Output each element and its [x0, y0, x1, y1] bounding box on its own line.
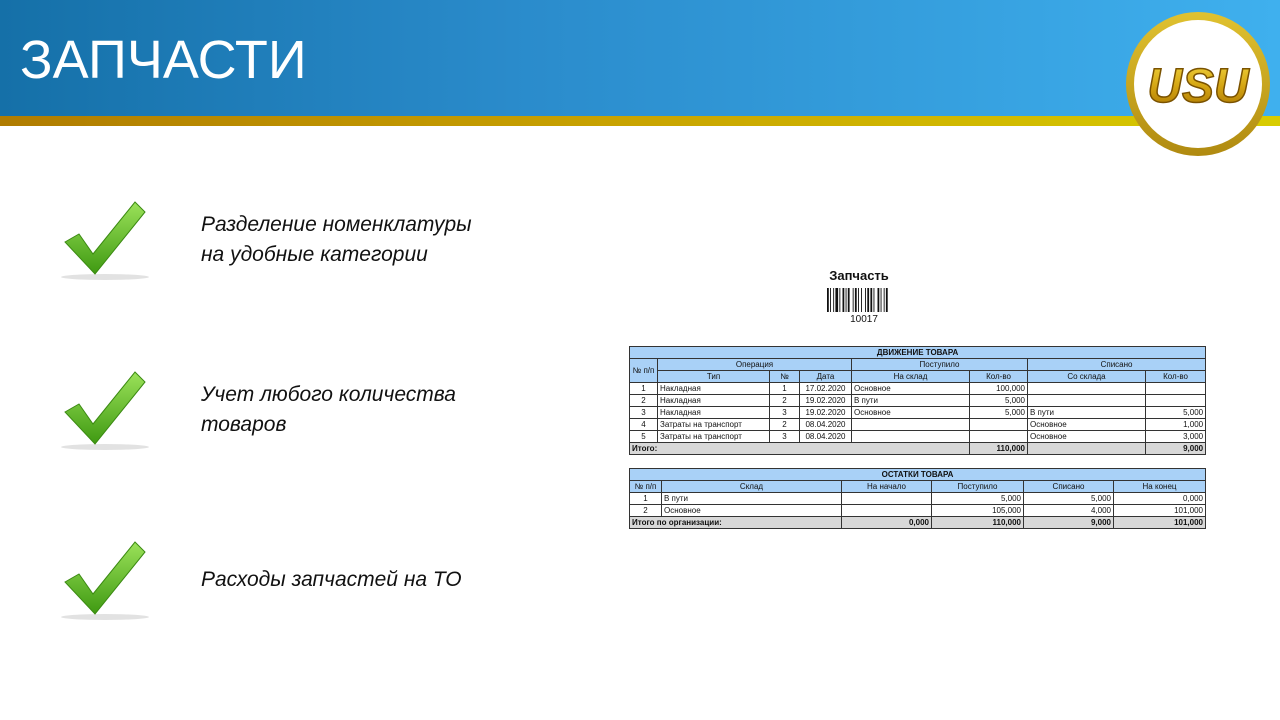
cell-n: 1 — [630, 383, 658, 395]
cell-qty-out: 3,000 — [1146, 431, 1206, 443]
cell-start — [842, 493, 932, 505]
cell-date: 19.02.2020 — [800, 407, 852, 419]
cell-to: Основное — [852, 407, 970, 419]
cell-date: 17.02.2020 — [800, 383, 852, 395]
total-start: 0,000 — [842, 517, 932, 529]
feature-line: Расходы запчастей на ТО — [201, 568, 462, 591]
cell-no: 1 — [770, 383, 800, 395]
total-written-off: 9,000 — [1024, 517, 1114, 529]
feature-line: на удобные категории — [201, 243, 428, 266]
logo-text: USU — [1147, 60, 1249, 113]
col-type: Тип — [658, 371, 770, 383]
cell-to: Основное — [852, 383, 970, 395]
col-warehouse: Склад — [662, 481, 842, 493]
cell-type: Накладная — [658, 395, 770, 407]
feature-line: Разделение номенклатуры — [201, 213, 472, 236]
checkmark-icon — [55, 198, 155, 284]
col-num: № п/п — [630, 481, 662, 493]
total-empty — [1028, 443, 1146, 455]
table-row — [630, 493, 1206, 505]
col-written-off: Списано — [1028, 359, 1206, 371]
cell-from: Основное — [1028, 431, 1146, 443]
table-row — [630, 395, 1206, 407]
cell-received: 5,000 — [932, 493, 1024, 505]
cell-received: 105,000 — [932, 505, 1024, 517]
col-qty-out: Кол-во — [1146, 371, 1206, 383]
cell-no: 2 — [770, 419, 800, 431]
cell-date: 08.04.2020 — [800, 419, 852, 431]
col-to-warehouse: На склад — [852, 371, 970, 383]
col-num: № п/п — [630, 359, 658, 383]
report-title: Запчасть — [829, 268, 889, 283]
cell-to — [852, 419, 970, 431]
col-received: Поступило — [852, 359, 1028, 371]
checkmark-icon — [55, 368, 155, 454]
page-title: ЗАПЧАСТИ — [20, 30, 307, 90]
cell-to — [852, 431, 970, 443]
movement-table — [629, 346, 1206, 455]
stock-total-row — [630, 517, 1206, 529]
total-end: 101,000 — [1114, 517, 1206, 529]
cell-type: Затраты на транспорт — [658, 431, 770, 443]
total-label: Итого: — [630, 443, 970, 455]
cell-to: В пути — [852, 395, 970, 407]
total-qty-in: 110,000 — [970, 443, 1028, 455]
cell-n: 2 — [630, 505, 662, 517]
table-row — [630, 505, 1206, 517]
feature-text — [201, 380, 521, 440]
cell-qty-in: 100,000 — [970, 383, 1028, 395]
table-row — [630, 407, 1206, 419]
cell-no: 2 — [770, 395, 800, 407]
feature-text — [201, 210, 521, 270]
usu-logo-icon — [1124, 10, 1272, 158]
cell-n: 4 — [630, 419, 658, 431]
cell-n: 1 — [630, 493, 662, 505]
feature-text — [201, 565, 521, 595]
cell-type: Затраты на транспорт — [658, 419, 770, 431]
cell-n: 2 — [630, 395, 658, 407]
col-end: На конец — [1114, 481, 1206, 493]
cell-end: 0,000 — [1114, 493, 1206, 505]
cell-qty-out: 1,000 — [1146, 419, 1206, 431]
cell-written-off: 5,000 — [1024, 493, 1114, 505]
col-qty-in: Кол-во — [970, 371, 1028, 383]
table-row — [630, 419, 1206, 431]
cell-qty-out — [1146, 383, 1206, 395]
stock-table — [629, 468, 1206, 529]
cell-warehouse: В пути — [662, 493, 842, 505]
cell-from — [1028, 383, 1146, 395]
col-start: На начало — [842, 481, 932, 493]
checkmark-icon — [55, 538, 155, 624]
cell-qty-in: 5,000 — [970, 395, 1028, 407]
cell-type: Накладная — [658, 407, 770, 419]
cell-qty-out: 5,000 — [1146, 407, 1206, 419]
stock-caption: ОСТАТКИ ТОВАРА — [630, 469, 1206, 481]
col-received: Поступило — [932, 481, 1024, 493]
cell-from: Основное — [1028, 419, 1146, 431]
col-no: № — [770, 371, 800, 383]
movement-total-row — [630, 443, 1206, 455]
cell-type: Накладная — [658, 383, 770, 395]
total-received: 110,000 — [932, 517, 1024, 529]
table-row — [630, 431, 1206, 443]
cell-date: 08.04.2020 — [800, 431, 852, 443]
cell-qty-in — [970, 419, 1028, 431]
cell-from: В пути — [1028, 407, 1146, 419]
feature-line: товаров — [201, 413, 287, 436]
total-label: Итого по организации: — [630, 517, 842, 529]
cell-qty-out — [1146, 395, 1206, 407]
movement-caption: ДВИЖЕНИЕ ТОВАРА — [630, 347, 1206, 359]
cell-written-off: 4,000 — [1024, 505, 1114, 517]
col-operation: Операция — [658, 359, 852, 371]
feature-line: Учет любого количества — [201, 383, 456, 406]
col-date: Дата — [800, 371, 852, 383]
col-written-off: Списано — [1024, 481, 1114, 493]
cell-n: 3 — [630, 407, 658, 419]
cell-from — [1028, 395, 1146, 407]
table-row — [630, 383, 1206, 395]
cell-qty-in — [970, 431, 1028, 443]
cell-n: 5 — [630, 431, 658, 443]
cell-no: 3 — [770, 407, 800, 419]
col-from-warehouse: Со склада — [1028, 371, 1146, 383]
total-qty-out: 9,000 — [1146, 443, 1206, 455]
cell-start — [842, 505, 932, 517]
header-stripe — [0, 116, 1280, 126]
cell-warehouse: Основное — [662, 505, 842, 517]
cell-qty-in: 5,000 — [970, 407, 1028, 419]
cell-end: 101,000 — [1114, 505, 1206, 517]
barcode-number: 10017 — [850, 314, 878, 325]
barcode-icon — [827, 288, 901, 312]
cell-date: 19.02.2020 — [800, 395, 852, 407]
cell-no: 3 — [770, 431, 800, 443]
